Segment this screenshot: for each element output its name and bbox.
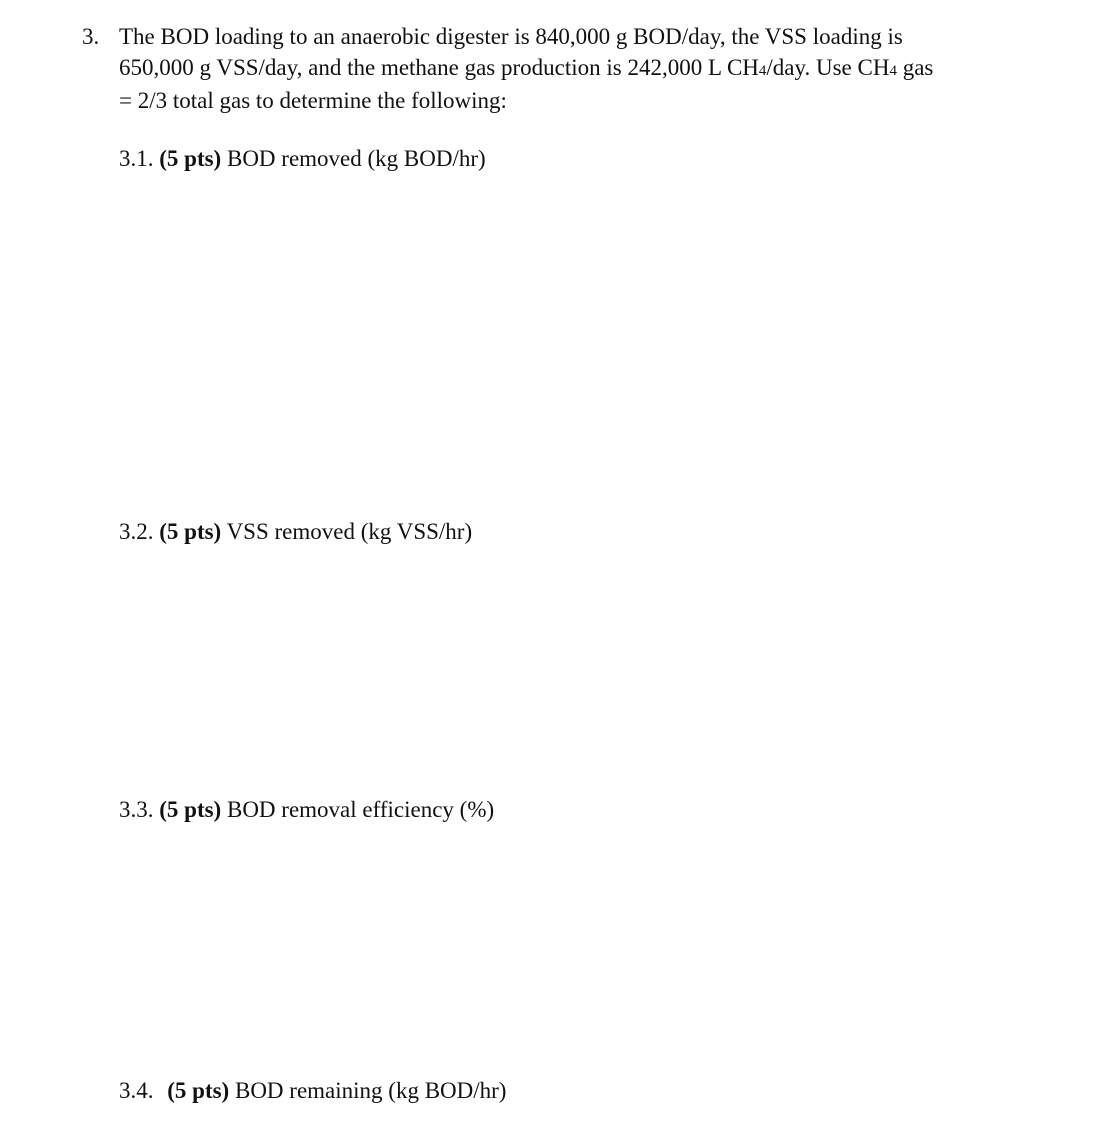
subquestion-text: BOD removed (kg BOD/hr) bbox=[221, 146, 486, 171]
subquestion-3-3 bbox=[119, 795, 494, 825]
question-stem bbox=[119, 22, 999, 117]
subquestion-text: BOD remaining (kg BOD/hr) bbox=[229, 1078, 507, 1103]
question-line-2 bbox=[119, 53, 999, 87]
question-line-2-start: 650,000 g VSS/day, and the methane gas production is 242,000 L CH bbox=[119, 54, 759, 80]
subquestion-points: (5 pts) bbox=[159, 519, 222, 544]
subquestion-3-4 bbox=[119, 1076, 506, 1106]
question-line-1: The BOD loading to an anaerobic digester is 840,000 g BOD/day, the VSS loading is bbox=[119, 24, 903, 49]
question-line-2-mid: /day. Use CH bbox=[766, 54, 890, 80]
subquestion-number: 3.3. bbox=[119, 797, 154, 822]
subquestion-number: 3.1. bbox=[119, 146, 154, 171]
subquestion-points: (5 pts) bbox=[167, 1078, 230, 1103]
subquestion-text: VSS removed (kg VSS/hr) bbox=[221, 519, 473, 544]
subquestion-text: BOD removal efficiency (%) bbox=[221, 797, 495, 822]
ch4-subscript: 4 bbox=[889, 62, 897, 79]
ch4-subscript: 4 bbox=[758, 62, 767, 79]
question-number: 3. bbox=[82, 24, 100, 49]
question-line-2-end: gas bbox=[896, 54, 934, 80]
subquestion-3-1 bbox=[119, 144, 486, 174]
subquestion-number: 3.4. bbox=[119, 1078, 154, 1103]
subquestion-points: (5 pts) bbox=[159, 146, 222, 171]
subquestion-3-2 bbox=[119, 517, 472, 547]
subquestion-number: 3.2. bbox=[119, 519, 154, 544]
question-line-3: = 2/3 total gas to determine the following: bbox=[119, 88, 507, 113]
subquestion-points: (5 pts) bbox=[159, 797, 222, 822]
